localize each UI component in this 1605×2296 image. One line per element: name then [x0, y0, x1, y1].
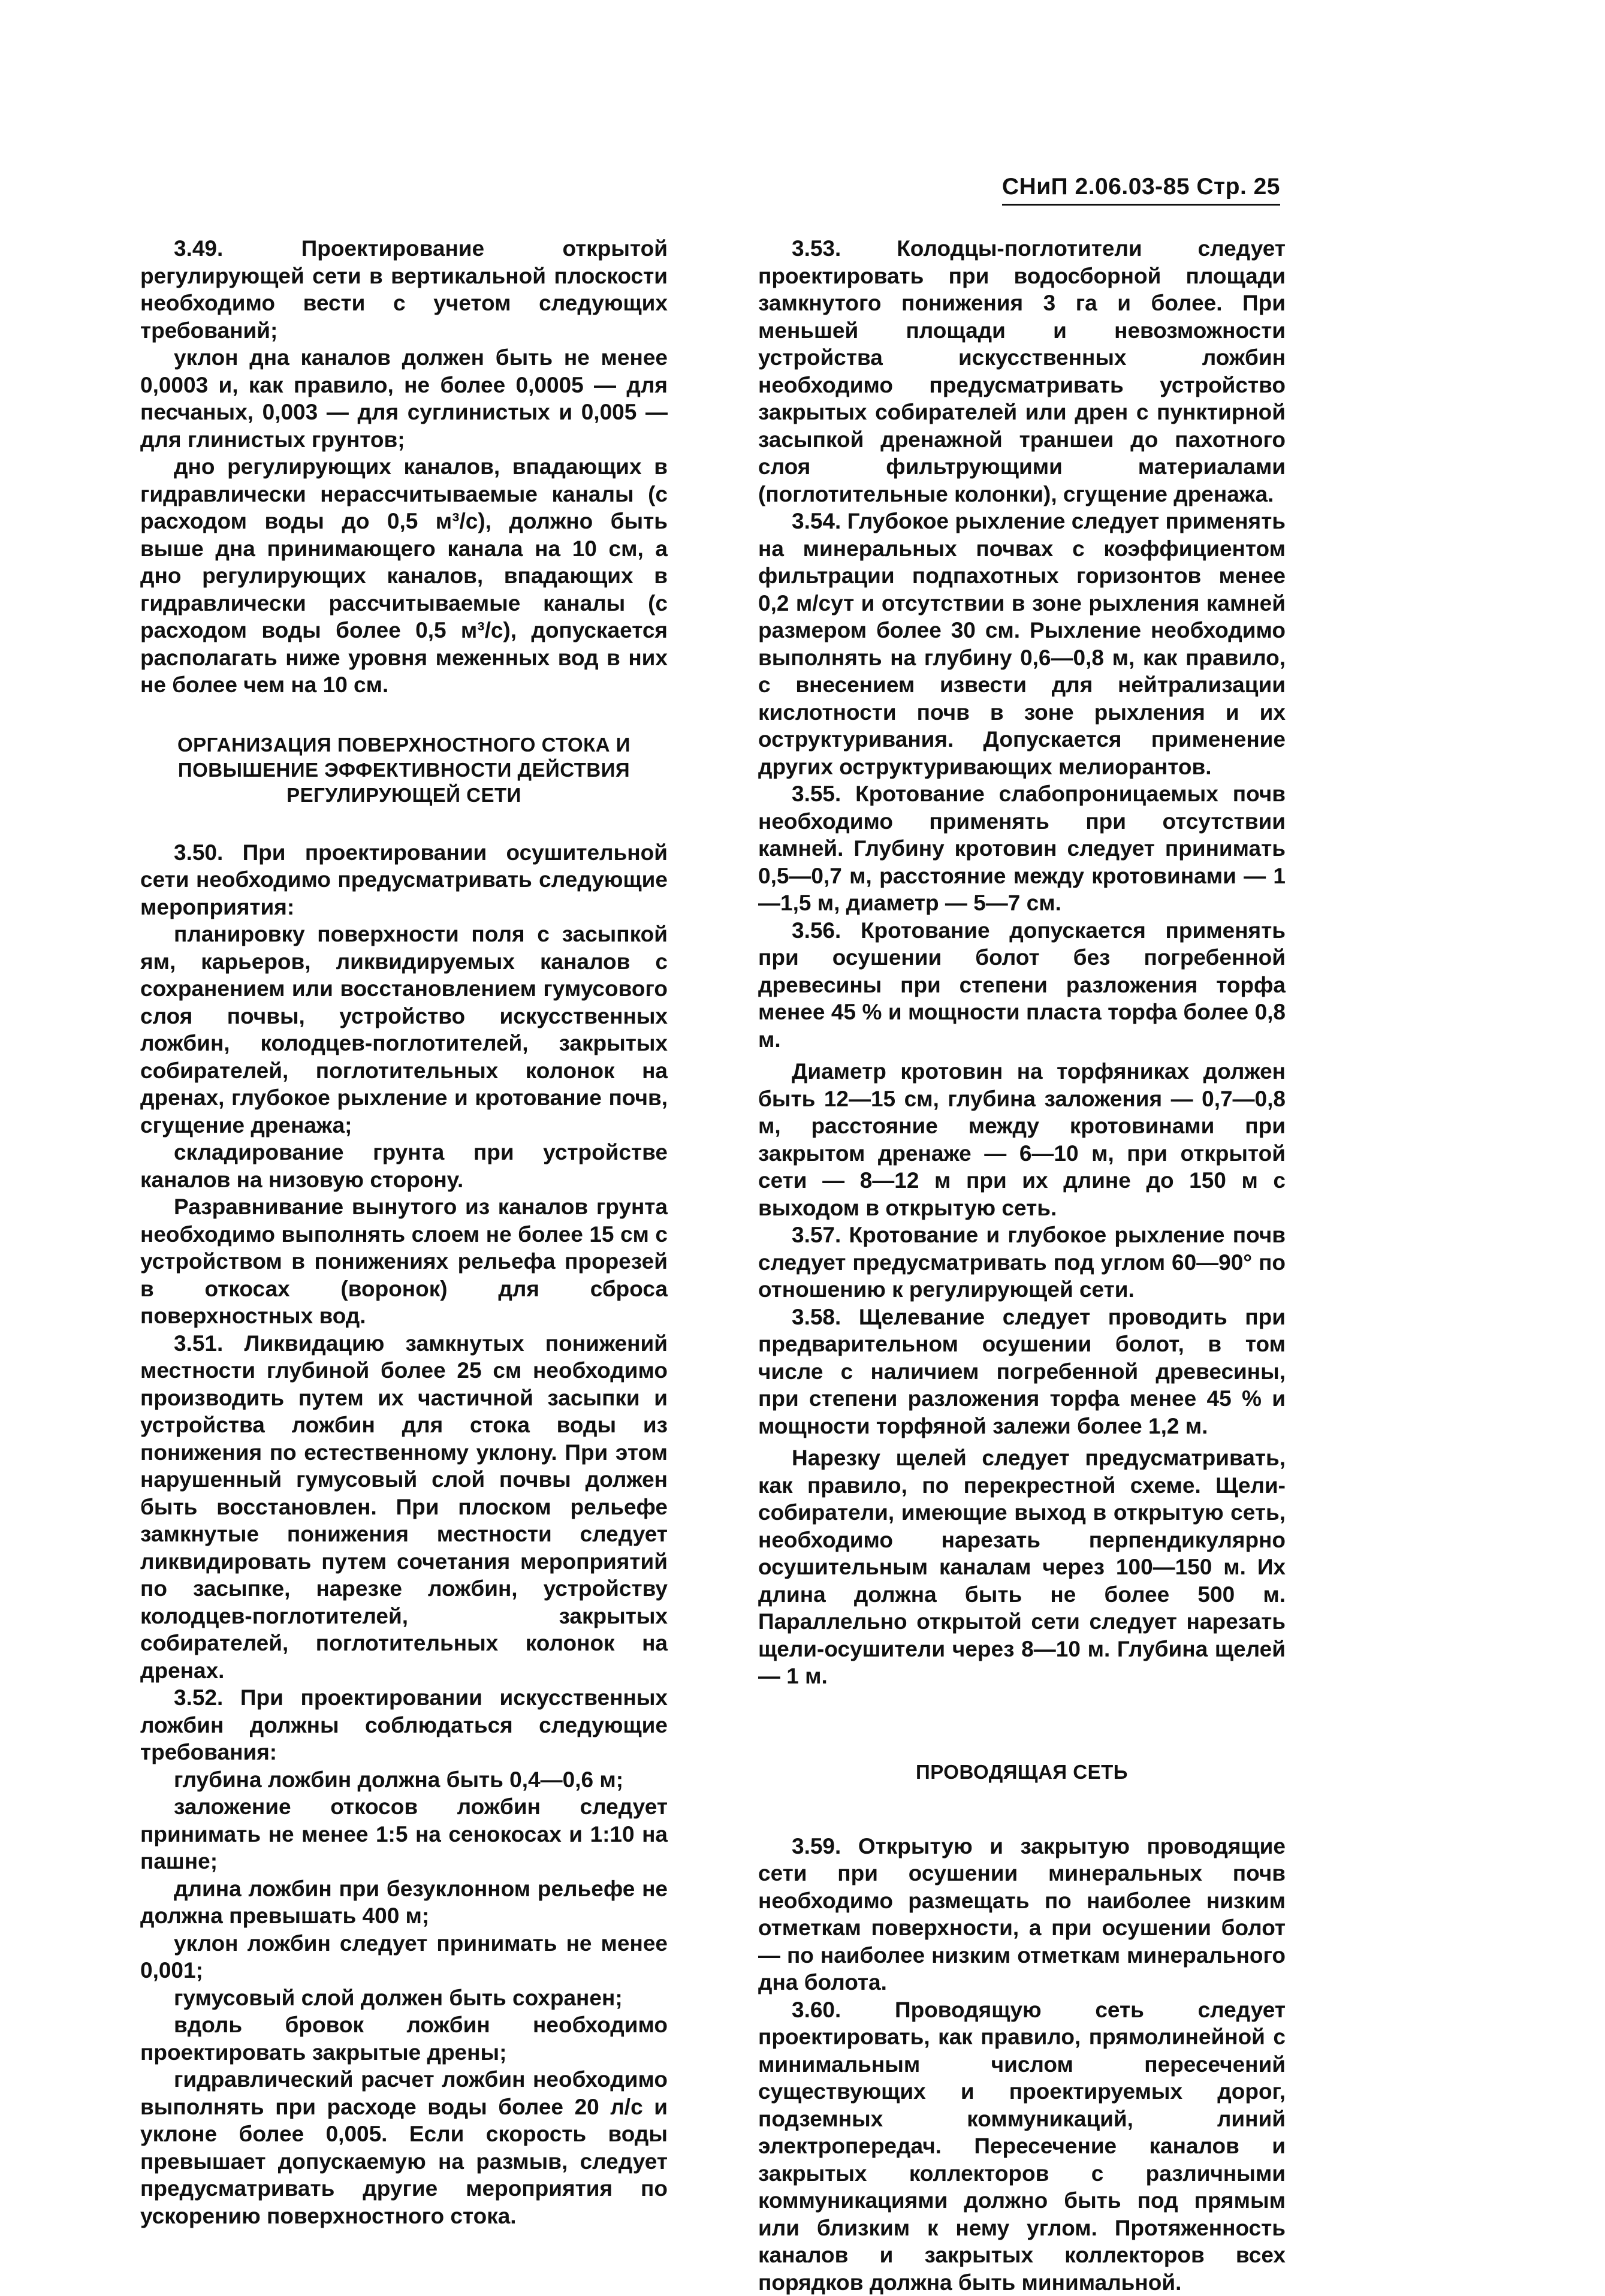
clause-3-49-item-slope: уклон дна каналов должен быть не менее 0,0003 и, как правило, не более 0,0005 — для песчаных, 0,003 — для суглинистых и 0,005 — для глинистых грунтов;	[140, 344, 668, 453]
clause-3-50: 3.50. При проектировании осушительной сети необходимо предусматривать следующие мероприятия:	[140, 839, 668, 921]
clause-3-54: 3.54. Глубокое рыхление следует применять на минеральных почвах с коэффициентом фильтрации подпахотных горизонтов менее 0,2 м/сут и отсутствии в зоне рыхления камней размером более 30 см. Рыхление необходимо выполнять на глубину 0,6—0,8 м, как правило, с внесением извести для нейтрализации кислотности почв в зоне рыхления и их оструктуривания. Допускается применение других оструктуривающих мелиорантов.	[758, 508, 1286, 780]
clause-3-58-slits: Нарезку щелей следует предусматривать, как правило, по перекрестной схеме. Щели-собиратели, имеющие выход в открытую сеть, необходимо нарезать перпендикулярно осушительным каналам через 100—150 м. Их длина должна быть не более 500 м. Параллельно открытой сети следует нарезать щели-осушители через 8—10 м. Глубина щелей — 1 м.	[758, 1444, 1286, 1690]
clause-3-52-item-drains: вдоль бровок ложбин необходимо проектировать закрытые дрены;	[140, 2011, 668, 2066]
clause-3-51: 3.51. Ликвидацию замкнутых понижений местности глубиной более 25 см необходимо производить путем их частичной засыпки и устройства ложбин для стока воды из понижения по естественному уклону. При этом нарушенный гумусовый слой почвы должен быть восстановлен. При плоском рельефе замкнутые понижения местности следует ликвидировать путем сочетания мероприятий по засыпке, нарезке ложбин, устройству колодцев-поглотителей, закрытых собирателей, поглотительных колонок на дренах.	[140, 1330, 668, 1685]
right-column	[758, 235, 1286, 2296]
clause-3-52-item-slopes: заложение откосов ложбин следует принимать не менее 1:5 на сенокосах и 1:10 на пашне;	[140, 1793, 668, 1875]
clause-3-59: 3.59. Открытую и закрытую проводящие сети при осушении минеральных почв необходимо размещать по наиболее низким отметкам поверхности, а при осушении болот — по наиболее низким отметкам минерального дна болота.	[758, 1833, 1286, 1996]
clause-3-57: 3.57. Кротование и глубокое рыхление почв следует предусматривать под углом 60—90° по отношению к регулирующей сети.	[758, 1221, 1286, 1304]
clause-3-52: 3.52. При проектировании искусственных ложбин должны соблюдаться следующие требования:	[140, 1684, 668, 1766]
clause-3-50-item-storage: складирование грунта при устройстве каналов на низовую сторону.	[140, 1139, 668, 1193]
clause-3-56-diameter: Диаметр кротовин на торфяниках должен быть 12—15 см, глубина заложения — 0,7—0,8 м, расстояние между кротовинами при закрытом дренаже — 6—10 м, при открытой сети — 8—12 м при их длине до 150 м с выходом в открытую сеть.	[758, 1058, 1286, 1221]
clause-3-60: 3.60. Проводящую сеть следует проектировать, как правило, прямолинейной с минимальным числом пересечений существующих и проектируемых дорог, подземных коммуникаций, линий электропередач. Пересечение каналов и закрытых коллекторов с различными коммуникациями должно быть под прямым или близким к нему углом. Протяженность каналов и закрытых коллекторов всех порядков должна быть минимальной.	[758, 1996, 1286, 2296]
clause-3-53: 3.53. Колодцы-поглотители следует проектировать при водосборной площади замкнутого понижения 3 га и более. При меньшей площади и невозможности устройства искусственных ложбин необходимо предусматривать устройство закрытых собирателей или дрен с пунктирной засыпкой дренажной траншеи до пахотного слоя фильтрующими материалами (поглотительные колонки), сгущение дренажа.	[758, 235, 1286, 508]
page-header: СНиП 2.06.03-85 Стр. 25	[1002, 174, 1280, 206]
clause-3-55: 3.55. Кротование слабопроницаемых почв необходимо применять при отсутствии камней. Глубину кротовин следует принимать 0,5—0,7 м, расстояние между кротовинами — 1—1,5 м, диаметр — 5—7 см.	[758, 780, 1286, 917]
clause-3-52-item-length: длина ложбин при безуклонном рельефе не должна превышать 400 м;	[140, 1875, 668, 1930]
clause-3-52-item-gradient: уклон ложбин следует принимать не менее 0,001;	[140, 1930, 668, 1984]
clause-3-50-leveling: Разравнивание вынутого из каналов грунта необходимо выполнять слоем не более 15 см с устройством в понижениях рельефа прорезей в откосах (воронок) для сброса поверхностных вод.	[140, 1193, 668, 1330]
clause-3-52-item-depth: глубина ложбин должна быть 0,4—0,6 м;	[140, 1766, 668, 1794]
clause-3-49-item-bottom: дно регулирующих каналов, впадающих в гидравлически нерассчитываемые каналы (с расходом воды до 0,5 м³/с), должно быть выше дна принимающего канала на 10 см, а дно регулирующих каналов, впадающих в гидравлически рассчитываемые каналы (с расходом воды более 0,5 м³/с), допускается располагать ниже уровня меженных вод в них не более чем на 10 см.	[140, 453, 668, 699]
section-heading-conducting-network: ПРОВОДЯЩАЯ СЕТЬ	[758, 1760, 1286, 1785]
clause-3-56: 3.56. Кротование допускается применять при осушении болот без погребенной древесины при степени разложения торфа менее 45 % и мощности пласта торфа более 0,8 м.	[758, 917, 1286, 1054]
clause-3-58: 3.58. Щелевание следует проводить при предварительном осушении болот, в том числе с наличием погребенной древесины, при степени разложения торфа менее 45 % и мощности торфяной залежи более 1,2 м.	[758, 1304, 1286, 1440]
clause-3-52-item-humus: гумусовый слой должен быть сохранен;	[140, 1984, 668, 2012]
clause-3-52-item-hydraulic: гидравлический расчет ложбин необходимо выполнять при расходе воды более 20 л/с и уклоне более 0,005. Если скорость воды превышает допускаемую на размыв, следует предусматривать другие мероприятия по ускорению поверхностного стока.	[140, 2066, 668, 2229]
section-heading-surface-runoff: ОРГАНИЗАЦИЯ ПОВЕРХНОСТНОГО СТОКА И ПОВЫШЕНИЕ ЭФФЕКТИВНОСТИ ДЕЙСТВИЯ РЕГУЛИРУЮЩЕЙ СЕТИ	[140, 732, 668, 808]
left-column	[140, 235, 668, 2229]
clause-3-50-item-planning: планировку поверхности поля с засыпкой ям, карьеров, ликвидируемых каналов с сохранением или восстановлением гумусового слоя почвы, устройство искусственных ложбин, колодцев-поглотителей, закрытых собирателей, поглотительных колонок на дренах, глубокое рыхление и кротование почв, сгущение дренажа;	[140, 921, 668, 1139]
clause-3-49: 3.49. Проектирование открытой регулирующей сети в вертикальной плоскости необходимо вести с учетом следующих требований;	[140, 235, 668, 344]
